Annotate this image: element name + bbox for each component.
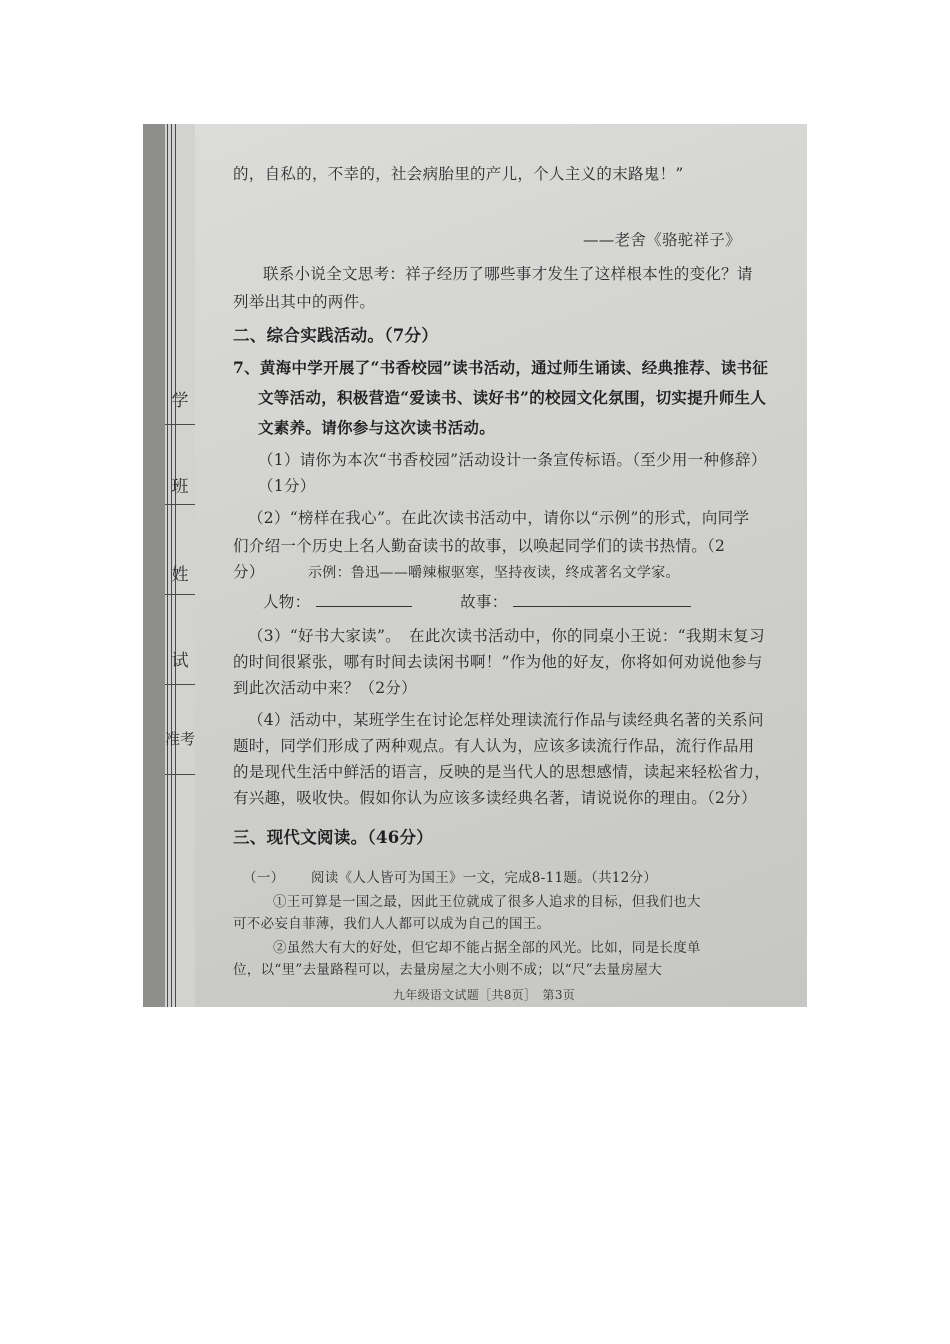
subquestion-1-score: （1分） [258,477,316,495]
quote-source: ——老舍《骆驼祥子》 [583,231,742,249]
subquestion-4: （4）活动中，某班学生在讨论怎样处理读流行作品与读经典名著的关系问 [248,711,764,729]
subquestion-4: 题时，同学们形成了两种观点。有人认为，应该多读流行作品，流行作品用 [233,737,755,755]
subquestion-2-example: 示例：鲁迅——嚼辣椒驱寒，坚持夜读，终成著名文学家。 [308,565,680,581]
reading-paragraph: ①王可算是一国之最，因此王位就成了很多人追求的目标，但我们也大 [273,894,701,910]
reading-paragraph: 可不必妄自菲薄，我们人人都可以成为自己的国王。 [233,916,551,932]
subquestion-2: （2）“榜样在我心”。在此次读书活动中，请你以“示例”的形式，向同学 [248,509,750,527]
person-label: 人物： [263,593,311,611]
section-heading-2: 二、综合实践活动。（7分） [233,326,439,345]
page-edge-shadow [143,124,165,1007]
story-answer-blank[interactable] [513,592,691,607]
margin-label-exam: 试 [171,651,189,671]
subquestion-3: （3）“好书大家读”。 在此次读书活动中，你的同桌小王说：“我期末复习 [248,627,765,645]
reading-section-label: （一） [243,870,285,886]
subquestion-2: 们介绍一个历史上名人勤奋读书的故事，以唤起同学们的读书热情。（2 [233,537,726,555]
answer-row [263,590,691,612]
scanned-page-photo [143,124,807,1007]
person-answer-blank[interactable] [316,592,412,607]
quote-text: 的，自私的，不幸的，社会病胎里的产儿，个人主义的末路鬼！” [233,165,684,183]
binding-margin [165,124,195,1007]
margin-label-class: 班 [171,477,189,497]
question-7-text: 文等活动，积极营造“爱读书、读好书”的校园文化氛围，切实提升师生人 [258,388,767,407]
subquestion-4: 的是现代生活中鲜活的语言，反映的是当代人的思想感情，读起来轻松省力， [233,763,771,781]
subquestion-2-score: 分） [233,563,265,581]
margin-divider [165,594,195,595]
question-text: 列举出其中的两件。 [233,293,376,311]
subquestion-3-score: 到此次活动中来？（2分） [233,679,417,697]
question-7-text: 文素养。请你参与这次读书活动。 [258,418,496,437]
question-7-text: 7、黄海中学开展了“书香校园”读书活动，通过师生诵读、经典推荐、读书征 [233,358,769,377]
subquestion-4: 有兴趣，吸收快。假如你认为应该多读经典名著，请说说你的理由。（2分） [233,789,757,807]
margin-label-admission: 准考 [165,730,196,748]
page-footer: 九年级语文试题［共8页］ 第3页 [393,988,576,1002]
reading-instruction: 阅读《人人皆可为国王》一文，完成8-11题。（共12分） [311,870,658,886]
reading-paragraph: ②虽然大有大的好处，但它却不能占据全部的风光。比如，同是长度单 [273,940,701,956]
subquestion-1: （1）请你为本次“书香校园”活动设计一条宣传标语。（至少用一种修辞） [258,451,767,469]
reading-paragraph: 位，以“里”去量路程可以，去量房屋之大小则不成；以“尺”去量房屋大 [233,962,663,978]
exam-page-content [203,124,807,1007]
subquestion-3: 的时间很紧张，哪有时间去读闲书啊！”作为他的好友，你将如何劝说他参与 [233,653,763,671]
margin-divider [165,684,195,685]
margin-divider [165,504,195,505]
margin-label-school: 学 [171,391,189,411]
margin-label-name: 姓 [171,565,189,585]
margin-divider [165,774,195,775]
margin-divider [165,424,195,425]
question-text: 联系小说全文思考：祥子经历了哪些事才发生了这样根本性的变化？请 [263,265,753,283]
story-label: 故事： [460,593,508,611]
section-heading-3: 三、现代文阅读。（46分） [233,828,434,847]
